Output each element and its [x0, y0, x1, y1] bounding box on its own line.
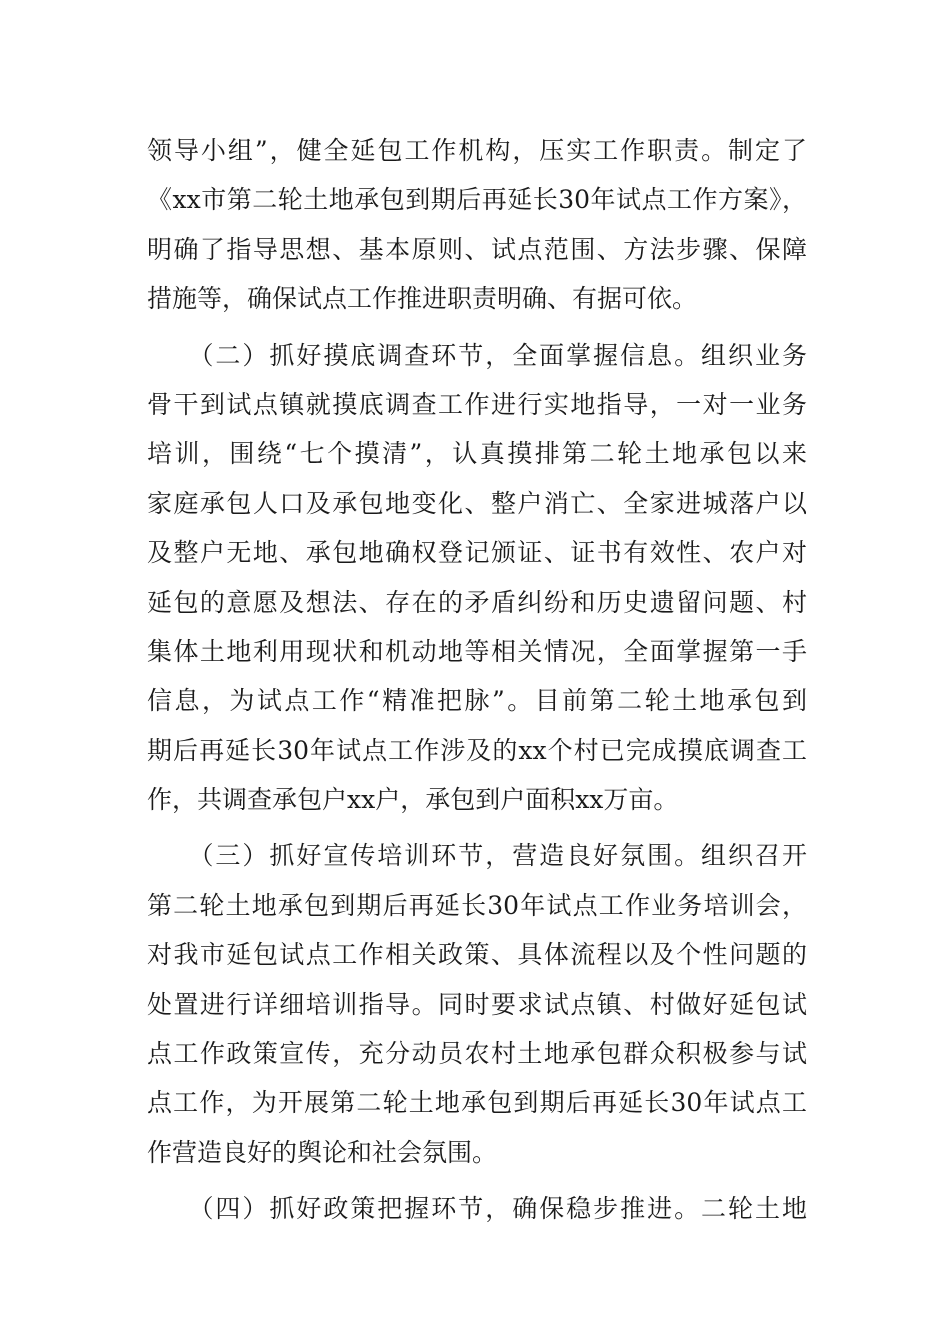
text-line: 作营造良好的舆论和社会氛围。 [147, 1137, 498, 1167]
paragraph [147, 126, 807, 324]
text-line: （三）抓好宣传培训环节，营造良好氛围。组织召开 [147, 841, 807, 871]
text-line: 第二轮土地承包到期后再延长30年试点工作业务培训会， [147, 890, 807, 920]
text-line: 点工作政策宣传，充分动员农村土地承包群众积极参与试 [147, 1039, 807, 1069]
paragraph [147, 331, 807, 825]
text-line: 骨干到试点镇就摸底调查工作进行实地指导，一对一业务 [147, 389, 807, 419]
paragraph [147, 831, 807, 1177]
text-line: 点工作，为开展第二轮土地承包到期后再延长30年试点工 [147, 1088, 807, 1118]
text-line: 领导小组”，健全延包工作机构，压实工作职责。制定了 [147, 136, 807, 165]
paragraph [147, 1184, 807, 1233]
text-line: （四）抓好政策把握环节，确保稳步推进。二轮土地 [147, 1194, 807, 1224]
text-line: 明确了指导思想、基本原则、试点范围、方法步骤、保障 [147, 234, 807, 264]
text-line: 家庭承包人口及承包地变化、整户消亡、全家进城落户以 [147, 488, 807, 518]
text-line: 信息，为试点工作“精准把脉”。目前第二轮土地承包到 [147, 686, 807, 716]
text-line: 期后再延长30年试点工作涉及的xx个村已完成摸底调查工 [147, 735, 807, 765]
text-line: 措施等，确保试点工作推进职责明确、有据可依。 [147, 284, 698, 314]
text-line: 处置进行详细培训指导。同时要求试点镇、村做好延包试 [147, 989, 807, 1019]
text-line: （二）抓好摸底调查环节，全面掌握信息。组织业务 [147, 340, 807, 370]
text-line: 延包的意愿及想法、存在的矛盾纠纷和历史遗留问题、村 [147, 587, 807, 617]
text-line: 《xx市第二轮土地承包到期后再延长30年试点工作方案》， [147, 185, 807, 215]
text-line: 集体土地利用现状和机动地等相关情况，全面掌握第一手 [147, 636, 807, 666]
document-body [147, 126, 807, 1241]
text-line: 作，共调查承包户xx户，承包到户面积xx万亩。 [147, 785, 679, 815]
text-line: 培训，围绕“七个摸清”，认真摸排第二轮土地承包以来 [147, 439, 807, 469]
text-line: 及整户无地、承包地确权登记颁证、证书有效性、农户对 [147, 538, 807, 568]
text-line: 对我市延包试点工作相关政策、具体流程以及个性问题的 [147, 940, 807, 970]
